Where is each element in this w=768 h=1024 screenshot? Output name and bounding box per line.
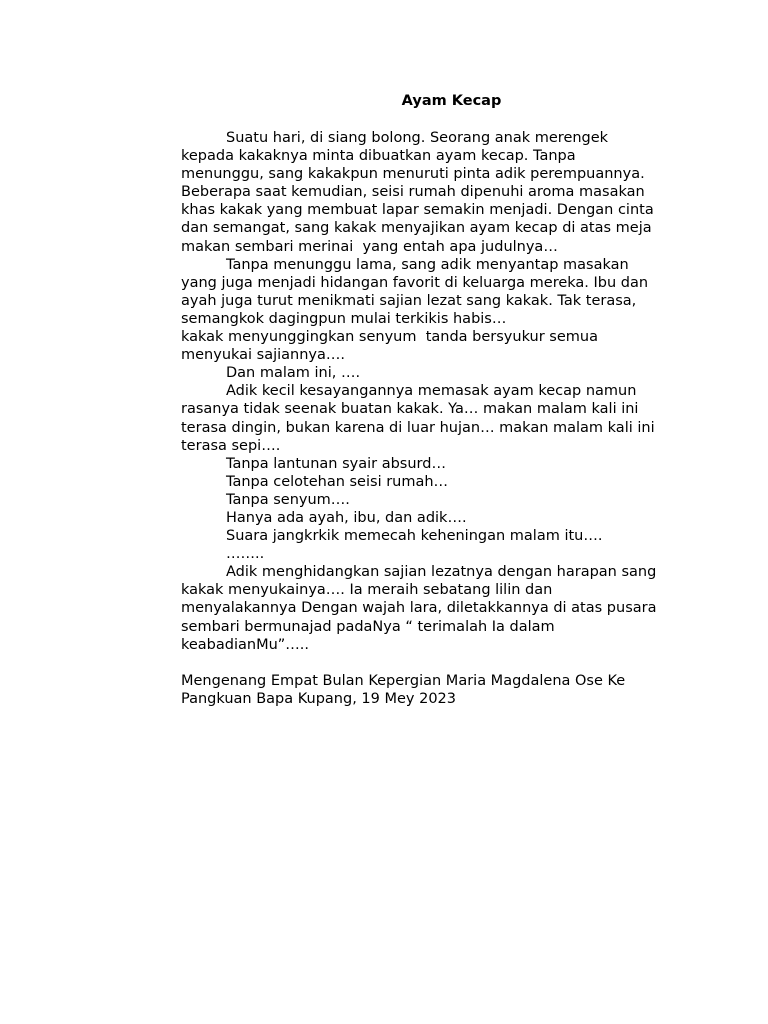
paragraph-line: menunggu, sang kakakpun menuruti pinta adik perempuannya. (181, 166, 645, 183)
paragraph-line: Tanpa senyum…. (226, 491, 350, 508)
paragraph-line: Adik menghidangkan sajian lezatnya dengan harapan sang (226, 564, 657, 581)
document-title-text: Ayam Kecap (401, 93, 502, 109)
paragraph-line: Adik kecil kesayangannya memasak ayam kecap namun (226, 383, 637, 400)
paragraph-line: keabadianMu”….. (181, 636, 310, 653)
paragraph-line: Tanpa menunggu lama, sang adik menyantap masakan (226, 256, 629, 273)
paragraph-line: terasa dingin, bukan karena di luar hujan… makan malam kali ini (181, 419, 655, 436)
paragraph-line: Suatu hari, di siang bolong. Seorang anak merengek (226, 130, 609, 146)
document-title (181, 92, 722, 110)
paragraph-line: Suara jangkrkik memecah keheningan malam itu…. (226, 528, 603, 545)
paragraph-line: semangkok dagingpun mulai terkikis habis… (181, 310, 507, 327)
paragraph-line: Hanya ada ayah, ibu, dan adik…. (226, 509, 467, 526)
paragraph-line: Beberapa saat kemudian, seisi rumah dipenuhi aroma masakan (181, 184, 645, 201)
paragraph-line: menyukai sajiannya…. (181, 347, 346, 364)
dedication-line: Pangkuan Bapa Kupang, 19 Mey 2023 (181, 690, 456, 707)
paragraph-line: menyalakannya Dengan wajah lara, diletakkannya di atas pusara (181, 600, 657, 617)
blank-line (181, 654, 681, 672)
paragraph-line: yang juga menjadi hidangan favorit di keluarga mereka. Ibu dan (181, 274, 649, 291)
paragraph-line: Tanpa lantunan syair absurd… (226, 455, 446, 472)
paragraph-line: makan sembari merinai yang entah apa judulnya… (181, 238, 558, 255)
paragraph-line: kakak menyunggingkan senyum tanda bersyukur semua (181, 329, 598, 346)
paragraph-line: sembari bermunajad padaNya “ terimalah Ia dalam (181, 618, 555, 635)
paragraph-line: …….. (226, 546, 265, 563)
paragraph-line: khas kakak yang membuat lapar semakin menjadi. Dengan cinta (181, 202, 654, 219)
paragraph-line: ayah juga turut menikmati sajian lezat sang kakak. Tak terasa, (181, 292, 637, 309)
dedication-line: Mengenang Empat Bulan Kepergian Maria Magdalena Ose Ke (181, 672, 626, 689)
paragraph-line: Dan malam ini, …. (226, 365, 361, 382)
paragraph-line: Tanpa celotehan seisi rumah… (226, 473, 449, 490)
paragraph-line: terasa sepi…. (181, 437, 281, 454)
paragraph-line: kakak menyukainya…. Ia meraih sebatang lilin dan (181, 582, 553, 599)
document-body (181, 129, 681, 708)
paragraph-line: dan semangat, sang kakak menyajikan ayam kecap di atas meja (181, 220, 652, 237)
paragraph-line: rasanya tidak seenak buatan kakak. Ya… makan malam kali ini (181, 401, 639, 418)
paragraph-line: kepada kakaknya minta dibuatkan ayam kecap. Tanpa (181, 148, 576, 165)
